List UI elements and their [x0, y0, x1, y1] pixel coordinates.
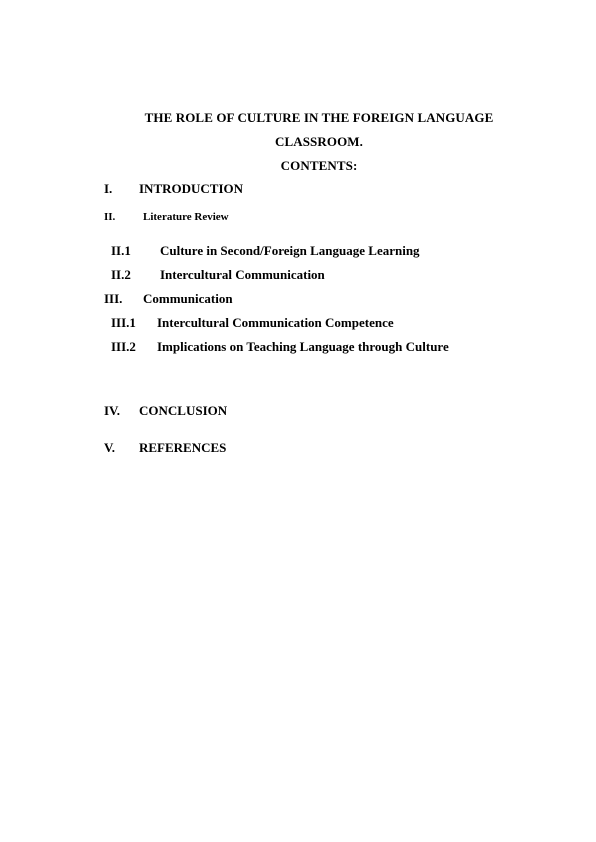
toc-label: Implications on Teaching Language through Culture [157, 339, 449, 354]
toc-number: V. [104, 440, 115, 455]
document-title-line-1: THE ROLE OF CULTURE IN THE FOREIGN LANGUAGE [144, 110, 494, 125]
toc-number: III.1 [111, 315, 136, 330]
toc-number: II.1 [111, 243, 131, 258]
toc-label: CONCLUSION [139, 403, 228, 418]
toc-label: INTRODUCTION [139, 181, 244, 196]
toc-number: II.2 [111, 267, 131, 282]
toc-number: III. [104, 291, 123, 306]
toc-number: IV. [104, 403, 121, 418]
toc-label: REFERENCES [139, 440, 227, 455]
toc-label: Culture in Second/Foreign Language Learning [160, 243, 420, 258]
toc-label: Communication [143, 291, 233, 306]
toc-label: Literature Review [143, 211, 229, 223]
document-title-line-2: CLASSROOM. [274, 134, 364, 149]
toc-number: II. [104, 211, 116, 223]
toc-number: I. [104, 181, 113, 196]
toc-label: Intercultural Communication [160, 267, 325, 282]
toc-label: Intercultural Communication Competence [157, 315, 394, 330]
contents-heading: CONTENTS: [280, 158, 358, 173]
toc-number: III.2 [111, 339, 136, 354]
